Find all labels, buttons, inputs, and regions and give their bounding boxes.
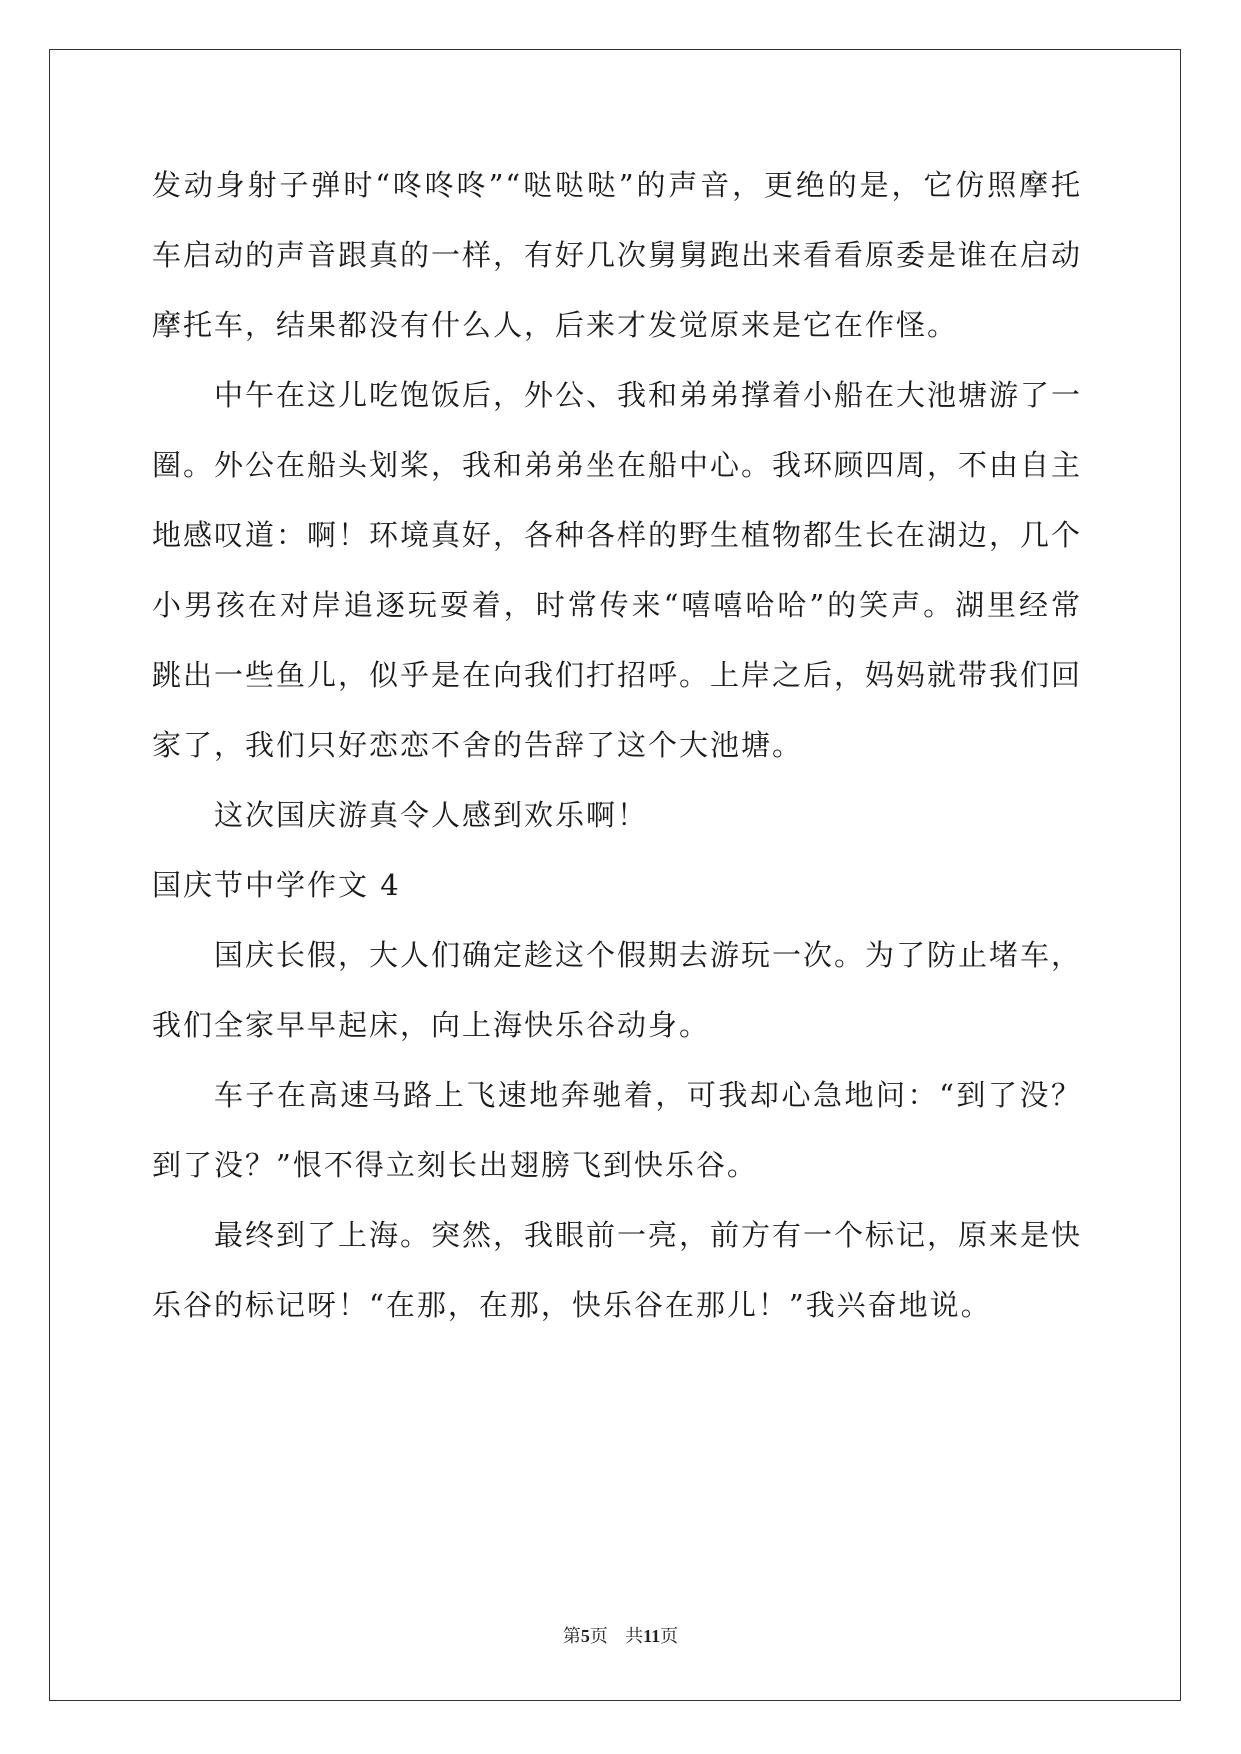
paragraph: 中午在这儿吃饱饭后，外公、我和弟弟撑着小船在大池塘游了一圈。外公在船头划桨，我和弟弟坐在船中心。我环顾四周，不由自主地感叹道：啊！环境真好，各种各样的野生植物都生长在湖边，几个小男孩在对岸追逐玩耍着，时常传来“嘻嘻哈哈”的笑声。湖里经常跳出一些鱼儿，似乎是在向我们打招呼。上岸之后，妈妈就带我们回家了，我们只好恋恋不舍的告辞了这个大池塘。: [152, 378, 1083, 762]
footer-page-number: 5: [580, 1626, 590, 1646]
footer-page-suffix: 页: [589, 1626, 608, 1647]
document-body: [152, 150, 1082, 1340]
page-footer: [0, 1622, 1241, 1648]
footer-total-suffix: 页: [660, 1626, 679, 1647]
paragraph: 发动身射子弹时“咚咚咚”“哒哒哒”的声音，更绝的是，它仿照摩托车启动的声音跟真的一样，有好几次舅舅跑出来看看原委是谁在启动摩托车，结果都没有什么人，后来才发觉原来是它在作怪。: [152, 168, 1083, 342]
paragraph: 车子在高速马路上飞速地奔驰着，可我却心急地问：“到了没？到了没？”恨不得立刻长出翅膀飞到快乐谷。: [152, 1078, 1082, 1182]
paragraph: 国庆长假，大人们确定趁这个假期去游玩一次。为了防止堵车，我们全家早早起床，向上海快乐谷动身。: [152, 938, 1083, 1042]
footer-prefix: 第: [562, 1626, 581, 1647]
footer-total-prefix: 共: [625, 1626, 644, 1647]
paragraph: 最终到了上海。突然，我眼前一亮，前方有一个标记，原来是快乐谷的标记呀！“在那，在那，快乐谷在那儿！”我兴奋地说。: [152, 1218, 1083, 1322]
paragraph: 这次国庆游真令人感到欢乐啊！: [214, 798, 649, 832]
footer-total-pages: 11: [643, 1626, 661, 1646]
section-heading: 国庆节中学作文 4: [152, 868, 401, 902]
